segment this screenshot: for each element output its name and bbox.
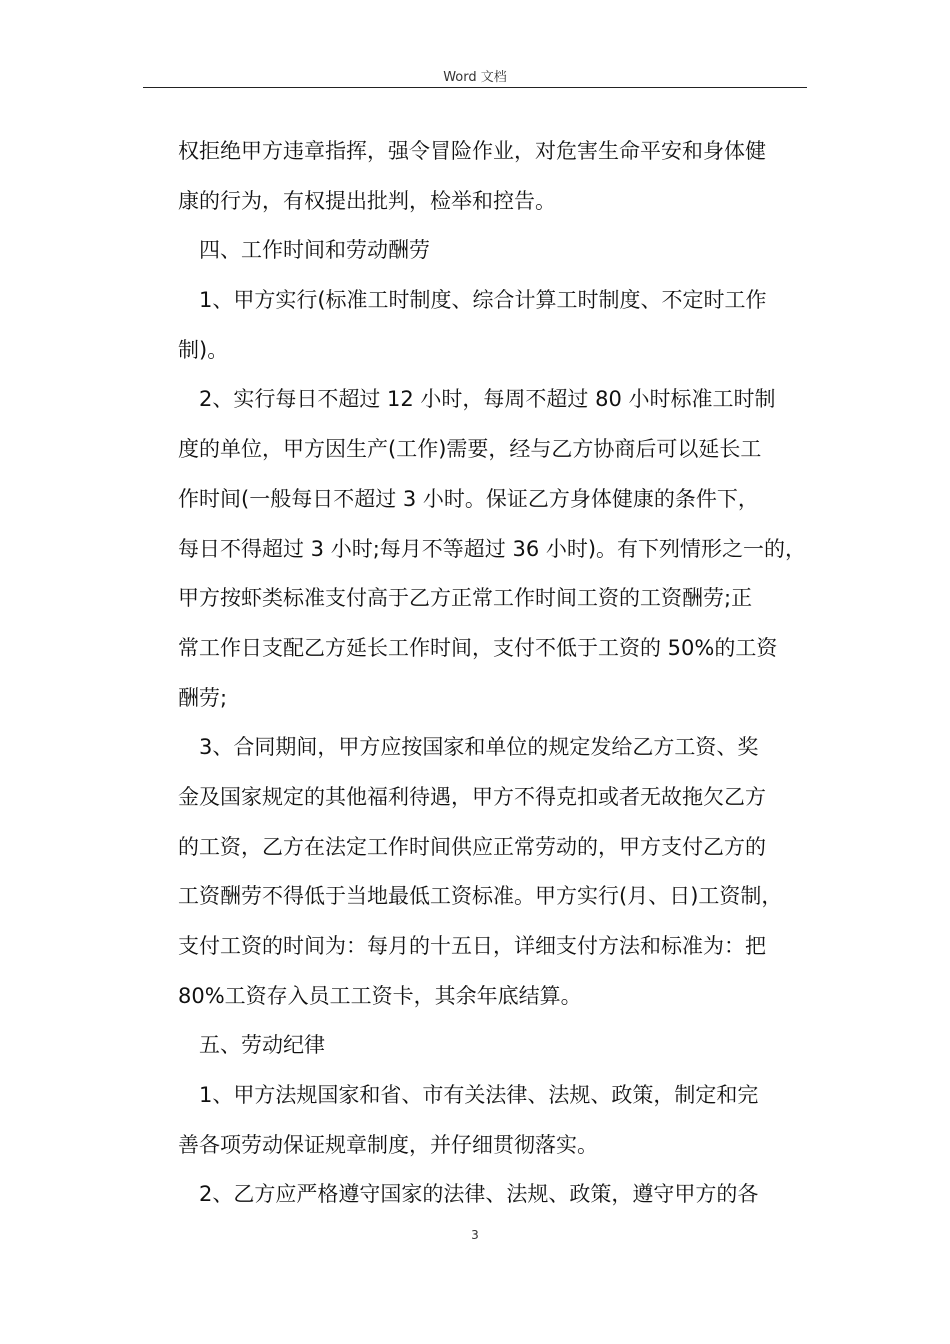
page-number: 3 xyxy=(471,1228,479,1242)
text-line: 常工作日支配乙方延长工作时间，支付不低于工资的 50%的工资 xyxy=(178,635,778,660)
text-line: 康的行为，有权提出批判，检举和控告。 xyxy=(178,188,556,213)
text-line: 金及国家规定的其他福利待遇，甲方不得克扣或者无故拖欠乙方 xyxy=(178,784,766,809)
text-line: 支付工资的时间为：每月的十五日，详细支付方法和标准为：把 xyxy=(178,934,766,958)
header-divider xyxy=(143,87,807,88)
text-line: 度的单位，甲方因生产(工作)需要，经与乙方协商后可以延长工 xyxy=(178,437,762,462)
document-body xyxy=(178,127,818,1220)
text-line: 1、甲方实行(标准工时制度、综合计算工时制度、不定时工作 xyxy=(199,288,767,313)
text-line: 作时间(一般每日不超过 3 小时。保证乙方身体健康的条件下， xyxy=(178,486,759,511)
text-line: 甲方按虾类标准支付高于乙方正常工作时间工资的工资酬劳;正 xyxy=(178,586,753,611)
text-line: 酬劳; xyxy=(178,685,228,710)
section-heading: 五、劳动纪律 xyxy=(199,1033,325,1058)
text-line: 制)。 xyxy=(178,337,229,362)
text-line: 1、甲方法规国家和省、市有关法律、法规、政策，制定和完 xyxy=(199,1083,759,1108)
text-line: 权拒绝甲方违章指挥，强令冒险作业，对危害生命平安和身体健 xyxy=(178,139,766,163)
text-line: 善各项劳动保证规章制度，并仔细贯彻落实。 xyxy=(178,1132,598,1157)
section-heading: 四、工作时间和劳动酬劳 xyxy=(199,238,430,263)
text-line: 工资酬劳不得低于当地最低工资标准。甲方实行(月、日)工资制， xyxy=(178,884,783,909)
text-line: 80%工资存入员工工资卡，其余年底结算。 xyxy=(178,983,582,1008)
text-line: 的工资，乙方在法定工作时间供应正常劳动的，甲方支付乙方的 xyxy=(178,834,766,859)
page-header-title: Word 文档 xyxy=(443,70,507,85)
text-line: 3、合同期间，甲方应按国家和单位的规定发给乙方工资、奖 xyxy=(199,735,759,760)
text-line: 每日不得超过 3 小时;每月不等超过 36 小时)。有下列情形之一的， xyxy=(178,536,807,561)
text-line: 2、乙方应严格遵守国家的法律、法规、政策，遵守甲方的各 xyxy=(199,1182,759,1207)
text-line: 2、实行每日不超过 12 小时，每周不超过 80 小时标准工时制 xyxy=(199,387,776,412)
